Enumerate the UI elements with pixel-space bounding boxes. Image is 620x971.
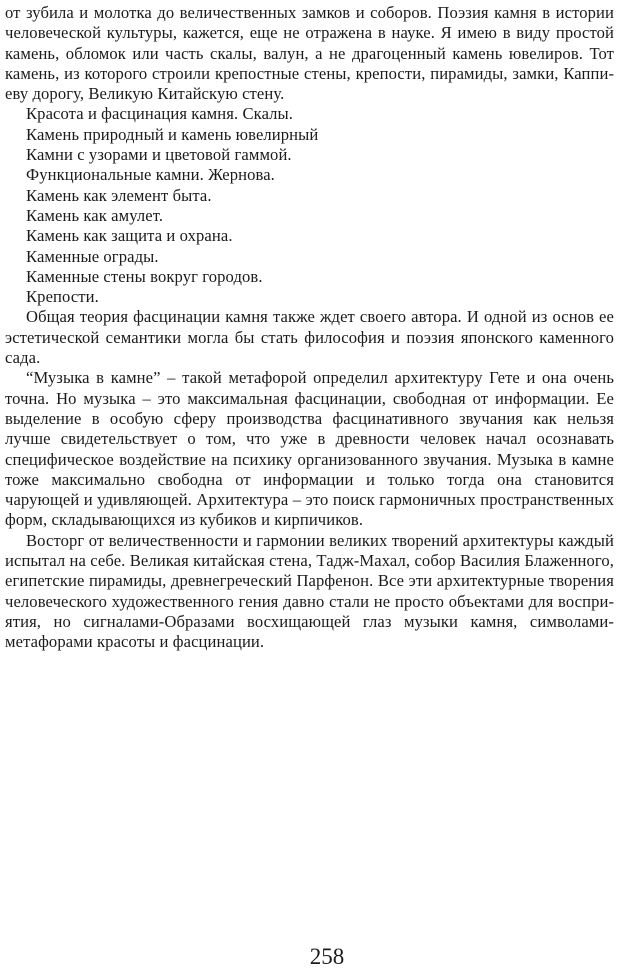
list-line: Камни с узорами и цветовой гаммой. xyxy=(26,145,292,165)
list-line: Красота и фасцинация камня. Скалы. xyxy=(26,104,294,124)
list-line: Камень как элемент быта. xyxy=(26,185,212,205)
body-paragraph: “Музыка в камне” – такой метафорой определил архитектуру Гете и она очень точна. Но музыка – это максимальная фасцинации, свободная от информации. Ее выделение в особую сферу производства фасцинативного звучания как нельзя лучше свидетельствует о том, что уже в древности человек начал осознавать специфическое воздействие на психику организованного звучания. Музыка в камне тоже максимально свободна от информации и только тогда она становится чарующей и удивляющей. Архитектура – это поиск гармоничных пространственных форм, складывающихся из кубиков и кирпичиков. xyxy=(5,368,614,530)
body-paragraph: Восторг от величественности и гармонии великих творений архитектуры каждый испытал на себе. Великая китайская стена, Тадж-Махал, собор Василия Блаженного, египетские пирамиды, древнегреческий Парфенон. Все эти архитектурные творения человеческого художественного гения давно стали не просто объектами для восприятия, но сигналами-Образами восхищающей глаз музыки камня, символами-метафорами красоты и фасцинации. xyxy=(5,530,614,652)
page-number: 258 xyxy=(309,944,345,969)
list-line: Камень как амулет. xyxy=(26,205,164,225)
list-line: Каменные стены вокруг городов. xyxy=(26,266,263,286)
list-line: Каменные ограды. xyxy=(26,246,159,266)
list-line: Функциональные камни. Жернова. xyxy=(26,165,275,185)
body-paragraph: от зубила и молотка до величественных замков и соборов. Поэзия камня в истории человеческой культуры, кажется, еще не отражена в науке. Я имею в виду простой камень, обломок или часть скалы, валун, а не драгоценный камень ювелиров. Тот камень, из которого строили крепостные стены, крепости, пирамиды, замки, Каппиеву дорогу, Великую Китайскую стену. xyxy=(5,3,614,104)
list-line: Камень природный и камень ювелирный xyxy=(26,124,319,144)
list-line: Крепости. xyxy=(26,287,99,307)
list-line: Камень как защита и охрана. xyxy=(26,226,233,246)
body-paragraph: Общая теория фасцинации камня также ждет своего автора. И одной из основ ее эстетической семантики могла бы стать философия и поэзия японского каменного сада. xyxy=(5,307,614,368)
